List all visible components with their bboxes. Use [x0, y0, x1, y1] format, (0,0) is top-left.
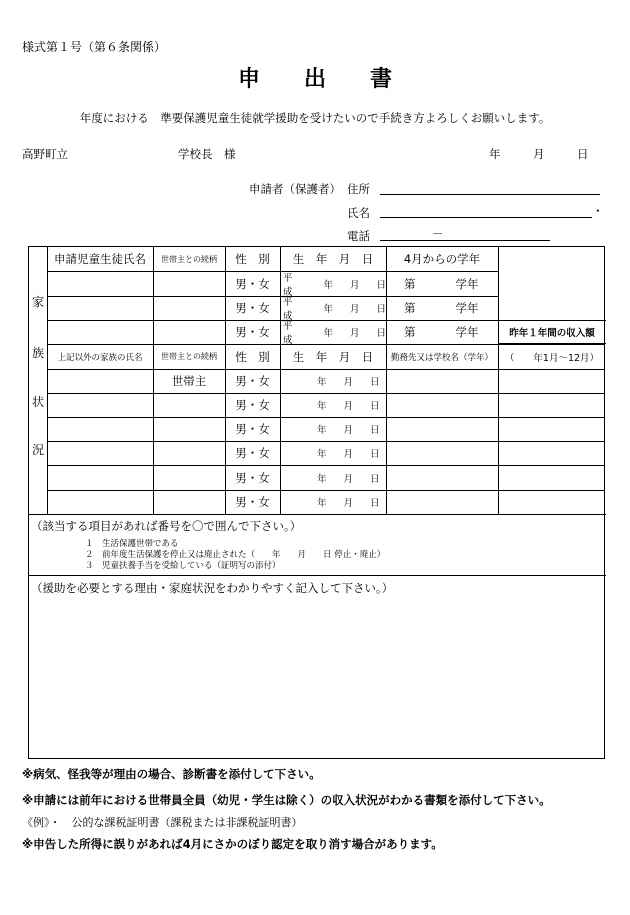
other-relation-header: 世帯主との続柄	[161, 352, 217, 361]
student-gender-field[interactable]: 男・女	[235, 301, 270, 315]
student-gender-field[interactable]: 男・女	[235, 325, 270, 339]
page-title	[0, 62, 630, 93]
town-label: 高野町立	[22, 147, 68, 161]
date-day-label: 日	[577, 147, 589, 161]
note-income-docs: ※申請には前年における世帯員全員（幼児・学生は除く）の収入状況がわかる書類を添付して下さい。	[22, 793, 551, 807]
family-status-box	[28, 246, 605, 759]
phone-dash: －	[432, 227, 444, 241]
applicant-label: 申請者（保護者）	[249, 182, 341, 196]
applicable-item[interactable]: ３ 児童扶養手当を受給している（証明写の添付）	[85, 561, 281, 571]
student-gender-header: 性 別	[235, 252, 270, 266]
student-birth-field[interactable]: 平成 年 月 日	[283, 297, 386, 322]
other-name-header: 上記以外の家族の氏名	[57, 352, 143, 363]
student-name-header: 申請児童生徒氏名	[54, 252, 146, 266]
student-gender-field[interactable]: 男・女	[235, 276, 270, 291]
other-birth-field[interactable]: 年 月 日	[317, 473, 380, 485]
note-medical: ※病気、怪我等が理由の場合、診断書を添付して下さい。	[22, 767, 321, 781]
reason-textarea[interactable]	[29, 597, 606, 757]
relation-field[interactable]: 世帯主	[171, 374, 207, 388]
title-char: 申	[237, 67, 260, 92]
name-label: 氏名	[347, 206, 370, 220]
student-birth-header: 生 年 月 日	[292, 252, 374, 266]
other-birth-field[interactable]: 年 月 日	[317, 449, 380, 460]
student-birth-field[interactable]: 平成 年 月 日	[283, 272, 386, 298]
other-birth-field[interactable]: 年 月 日	[317, 401, 380, 412]
side-label-char: 況	[31, 443, 44, 457]
form-number: 様式第１号（第６条関係）	[22, 40, 167, 54]
reason-heading: （援助を必要とする理由・家庭状況をわかりやすく記入して下さい。）	[31, 581, 394, 595]
side-label-char: 家	[31, 295, 44, 309]
date-year-label: 年	[489, 147, 501, 161]
student-grade-field[interactable]: 第 学年	[404, 276, 479, 291]
other-birth-header: 生 年 月 日	[292, 349, 374, 364]
student-grade-field[interactable]: 第 学年	[404, 301, 479, 315]
other-work-header: 勤務先又は学校名（学年）	[390, 352, 493, 363]
address-field[interactable]	[380, 194, 600, 195]
address-label: 住所	[347, 182, 370, 196]
intro-text: 年度における 準要保護児童生徒就学援助を受けたいので手続き方よろしくお願いします。	[79, 111, 551, 125]
name-field[interactable]	[380, 217, 592, 218]
title-char: 出	[303, 67, 326, 92]
note-example: 《例》・ 公的な課税証明書（課税または非課税証明書）	[22, 816, 303, 829]
student-grade-header: 4月からの学年	[403, 252, 481, 266]
student-grade-field[interactable]: 第 学年	[404, 325, 479, 339]
other-gender-field[interactable]: 男・女	[235, 470, 270, 485]
other-gender-field[interactable]: 男・女	[235, 374, 270, 388]
other-gender-header: 性 別	[235, 349, 270, 364]
applicable-list	[85, 539, 385, 572]
other-gender-field[interactable]: 男・女	[235, 398, 270, 412]
other-gender-field[interactable]: 男・女	[235, 495, 270, 509]
seal-mark: ･	[595, 204, 601, 218]
phone-label: 電話	[347, 229, 370, 243]
income-period: （ 年1月～12月）	[504, 352, 600, 364]
income-header: 昨年１年間の収入額	[509, 328, 595, 339]
student-relation-header: 世帯主との続柄	[161, 254, 217, 264]
applicable-heading: （該当する項目があれば番号を〇で囲んで下さい。）	[31, 519, 302, 533]
student-birth-field[interactable]: 平成 年 月 日	[283, 321, 386, 346]
other-gender-field[interactable]: 男・女	[235, 422, 270, 436]
other-birth-field[interactable]: 年 月 日	[317, 377, 380, 388]
principal-label: 学校長 様	[178, 147, 236, 161]
other-birth-field[interactable]: 年 月 日	[317, 498, 380, 509]
applicable-item[interactable]: １ 生活保護世帯である	[85, 539, 179, 549]
side-label-char: 状	[31, 395, 44, 409]
note-revocation: ※申告した所得に誤りがあれば4月にさかのぼり認定を取り消す場合があります。	[22, 837, 443, 851]
date-month-label: 月	[533, 147, 545, 161]
side-label-char: 族	[31, 346, 44, 360]
title-char: 書	[370, 67, 393, 92]
other-gender-field[interactable]: 男・女	[235, 446, 270, 460]
applicable-item[interactable]: ２ 前年度生活保護を停止又は廃止された（ 年 月 日 停止・廃止）	[85, 550, 386, 560]
phone-field[interactable]	[380, 240, 550, 241]
other-birth-field[interactable]: 年 月 日	[317, 425, 380, 436]
